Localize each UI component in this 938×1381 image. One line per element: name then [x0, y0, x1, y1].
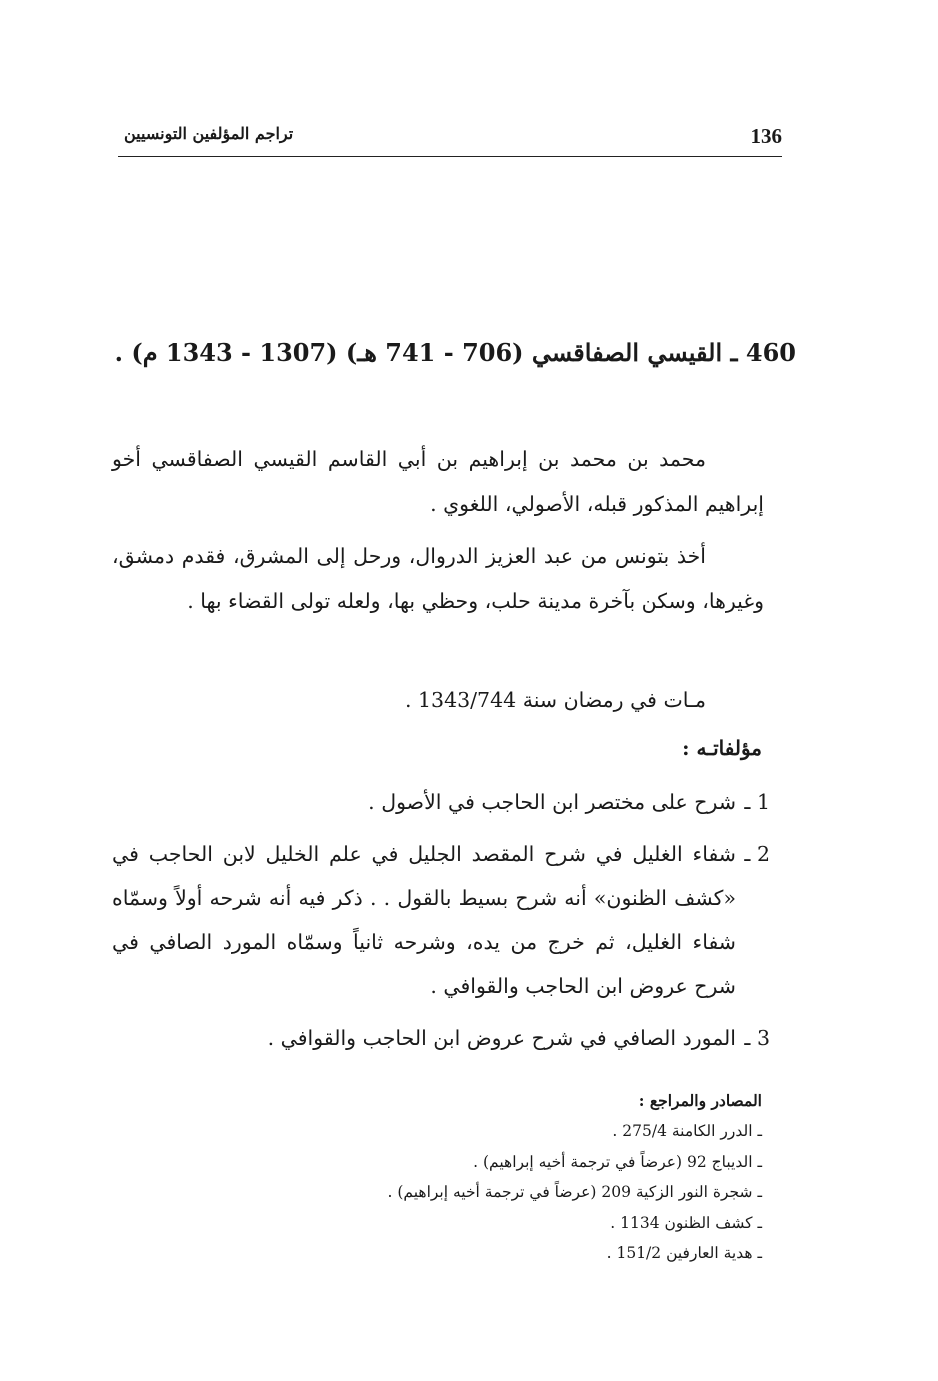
work-item [112, 1016, 770, 1060]
work-text: شرح على مختصر ابن الحاجب في الأصول . [368, 790, 736, 814]
work-item [112, 832, 770, 1008]
works-list [112, 780, 770, 1068]
work-item [112, 780, 770, 824]
works-heading: مؤلفاتـه : [682, 736, 762, 760]
source-item: ـ شجرة النور الزكية 209 (عرضاً في ترجمة أخيه إبراهيم) . [387, 1183, 762, 1201]
source-item: ـ كشف الظنون 1134 . [610, 1213, 762, 1232]
running-header [118, 122, 782, 157]
biography-paragraph: أخذ بتونس من عبد العزيز الدروال، ورحل إلى المشرق، فقدم دمشق، وغيرها، وسكن بآخرة مدينة حلب، وحظي بها، ولعله تولى القضاء بها . [112, 544, 764, 613]
sources-section [162, 1086, 762, 1269]
work-number: 2 ـ [744, 842, 770, 866]
running-title: تراجم المؤلفين التونسيين [124, 124, 294, 143]
biography-paragraph: محمد بن محمد بن إبراهيم بن أبي القاسم القيسي الصفاقسي أخو إبراهيم المذكور قبله، الأصولي، اللغوي . [112, 447, 764, 516]
source-item: ـ الدرر الكامنة 275/4 . [612, 1122, 762, 1140]
entry-title: 460 ـ القيسي الصفاقسي (706 - 741 هـ) (1307 - 1343 م) . [114, 338, 796, 367]
work-text: المورد الصافي في شرح عروض ابن الحاجب والقوافي . [267, 1026, 736, 1050]
page-number: 136 [750, 124, 782, 148]
source-item: ـ الديباج 92 (عرضاً في ترجمة أخيه إبراهيم) . [473, 1152, 762, 1171]
work-number: 1 ـ [744, 790, 770, 814]
sources-heading: المصادر والمراجع : [638, 1091, 762, 1110]
work-text: شفاء الغليل في شرح المقصد الجليل في علم الخليل لابن الحاجب في «كشف الظنون» أنه شرح بسيط بالقول . . ذكر فيه أنه شرحه أولاً وسمّاه شفاء الغليل، ثم خرج من يده، وشرحه ثانياً وسمّاه المورد الصافي في شرح عروض ابن الحاجب والقوافي . [112, 842, 736, 998]
source-item: ـ هدية العارفين 151/2 . [606, 1244, 762, 1262]
work-number: 3 ـ [744, 1026, 770, 1050]
death-paragraph: مـات في رمضان سنة 1343/744 . [404, 688, 706, 712]
